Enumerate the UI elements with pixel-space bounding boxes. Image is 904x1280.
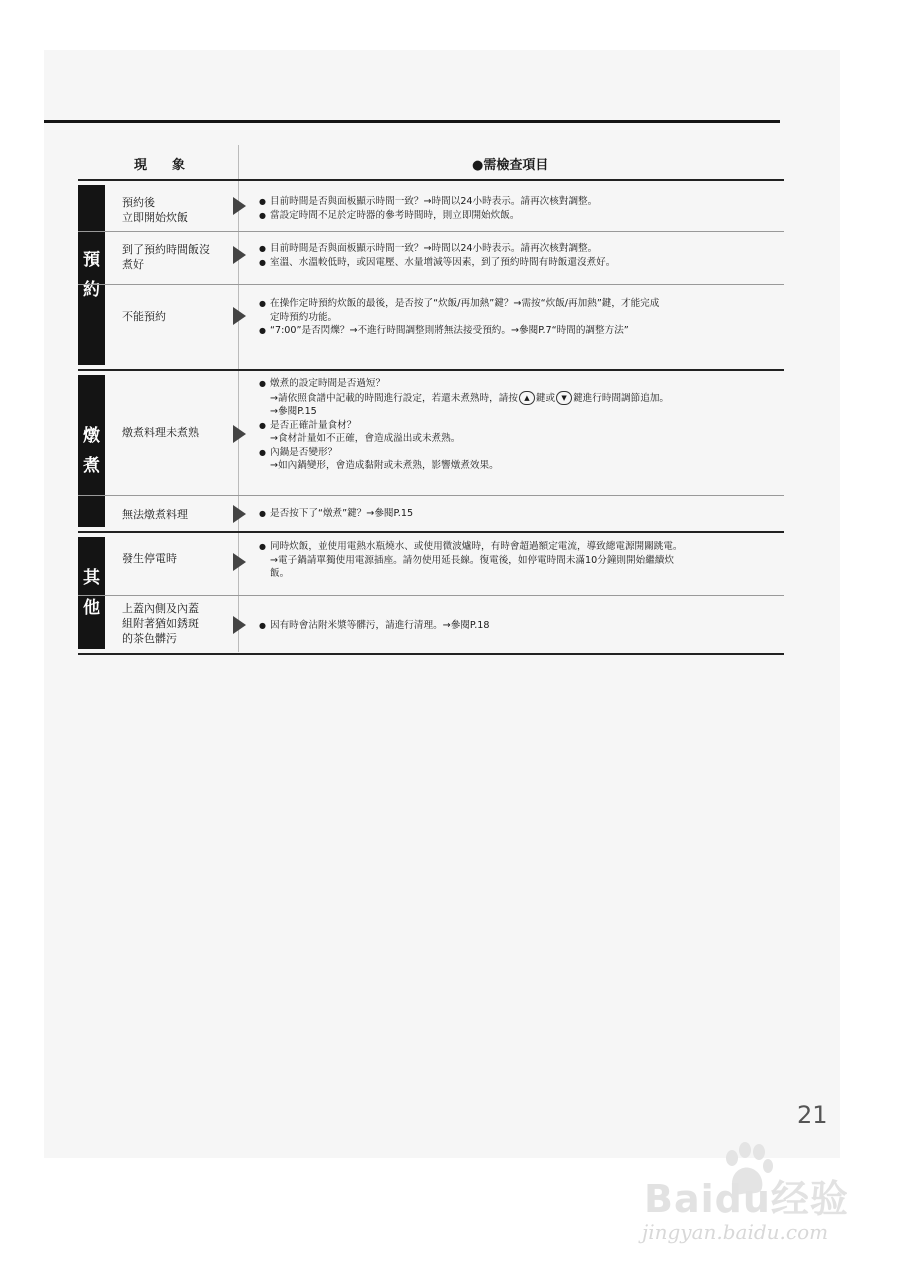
phenomenon: 不能預約 — [122, 310, 166, 323]
check-list: ● 是否按下了“燉煮”鍵？→參閱P.15 — [259, 507, 784, 521]
check-list: ● 燉煮的設定時間是否過短？ →請依照食譜中記載的時間進行設定，若還未煮熟時，請按 ▲ 鍵或 ▼ 鍵進行時間調節追加。 →參閱P.15 ● 是否正確計量食材？ →食材計量如不正確，會造成溢出或未煮熟。 ● 內鍋是否變形？ →如內鍋變形，會造成黏附或未煮熟，影響燉煮效果。 — [259, 377, 784, 473]
table-row — [78, 284, 784, 369]
arrow-icon — [233, 616, 246, 634]
table-row — [78, 181, 784, 231]
check-list: ● 目前時間是否與面板顯示時間一致？→時間以24小時表示。請再次核對調整。 ● 當設定時間不足於定時器的參考時間時，則立即開始炊飯。 — [259, 195, 784, 222]
check-list: ● 因有時會沾附米漿等髒污，請進行清理。→參閱P.18 — [259, 619, 784, 633]
arrow-icon — [233, 553, 246, 571]
page-number: 21 — [797, 1101, 828, 1129]
troubleshooting-table — [78, 145, 784, 655]
check-list: ● 同時炊飯，並使用電熱水瓶燒水、或使用微波爐時，有時會超過額定電流，導致總電源開關跳電。 →電子鍋請單獨使用電源插座。請勿使用延長線。復電後，如停電時間未滿10分鐘則開始繼續炊 飯。 — [259, 540, 784, 581]
phenomenon: 上蓋內側及內蓋 組附著猶如銹斑 的茶色髒污 — [122, 602, 199, 645]
arrow-icon — [233, 197, 246, 215]
phenomenon: 無法燉煮料理 — [122, 508, 188, 521]
phenomenon: 發生停電時 — [122, 552, 177, 565]
header-phenomenon: 現 象 — [134, 158, 192, 173]
phenomenon: 到了預約時間飯沒 煮好 — [122, 243, 210, 271]
arrow-icon — [233, 505, 246, 523]
up-key-icon: ▲ — [519, 391, 535, 405]
phenomenon: 預約後 立即開始炊飯 — [122, 196, 188, 224]
group-reservation — [78, 179, 784, 369]
check-list: ● 在操作定時預約炊飯的最後，是否按了“炊飯/再加熱”鍵？→需按“炊飯/再加熱”鍵，才能完成 定時預約功能。 ● “7:00”是否閃爍？→不進行時間調整則將無法接受預約。→參閱P.7“時間的調整方法” — [259, 297, 784, 338]
watermark-url: jingyan.baidu.com — [642, 1220, 829, 1244]
check-list: ● 目前時間是否與面板顯示時間一致？→時間以24小時表示。請再次核對調整。 ● 室溫、水溫較低時，或因電壓、水量增減等因素，到了預約時間有時飯還沒煮好。 — [259, 242, 784, 269]
table-row — [78, 533, 784, 595]
down-key-icon: ▼ — [556, 391, 572, 405]
group-tab-other: 其 他 — [78, 537, 105, 649]
group-stew — [78, 369, 784, 531]
arrow-icon — [233, 246, 246, 264]
group-tab-stew: 燉 煮 — [78, 375, 105, 527]
header-check-items: ●需檢查項目 — [472, 158, 549, 173]
watermark-logo: Baidu经验 — [644, 1177, 849, 1221]
table-row — [78, 595, 784, 652]
group-tab-reservation: 預 約 — [78, 185, 105, 365]
arrow-icon — [233, 307, 246, 325]
group-other — [78, 531, 784, 655]
phenomenon: 燉煮料理未煮熟 — [122, 426, 199, 439]
table-header — [78, 145, 784, 179]
table-row — [78, 371, 784, 495]
top-rule — [44, 120, 780, 123]
arrow-icon — [233, 425, 246, 443]
table-row — [78, 495, 784, 532]
table-row — [78, 231, 784, 284]
